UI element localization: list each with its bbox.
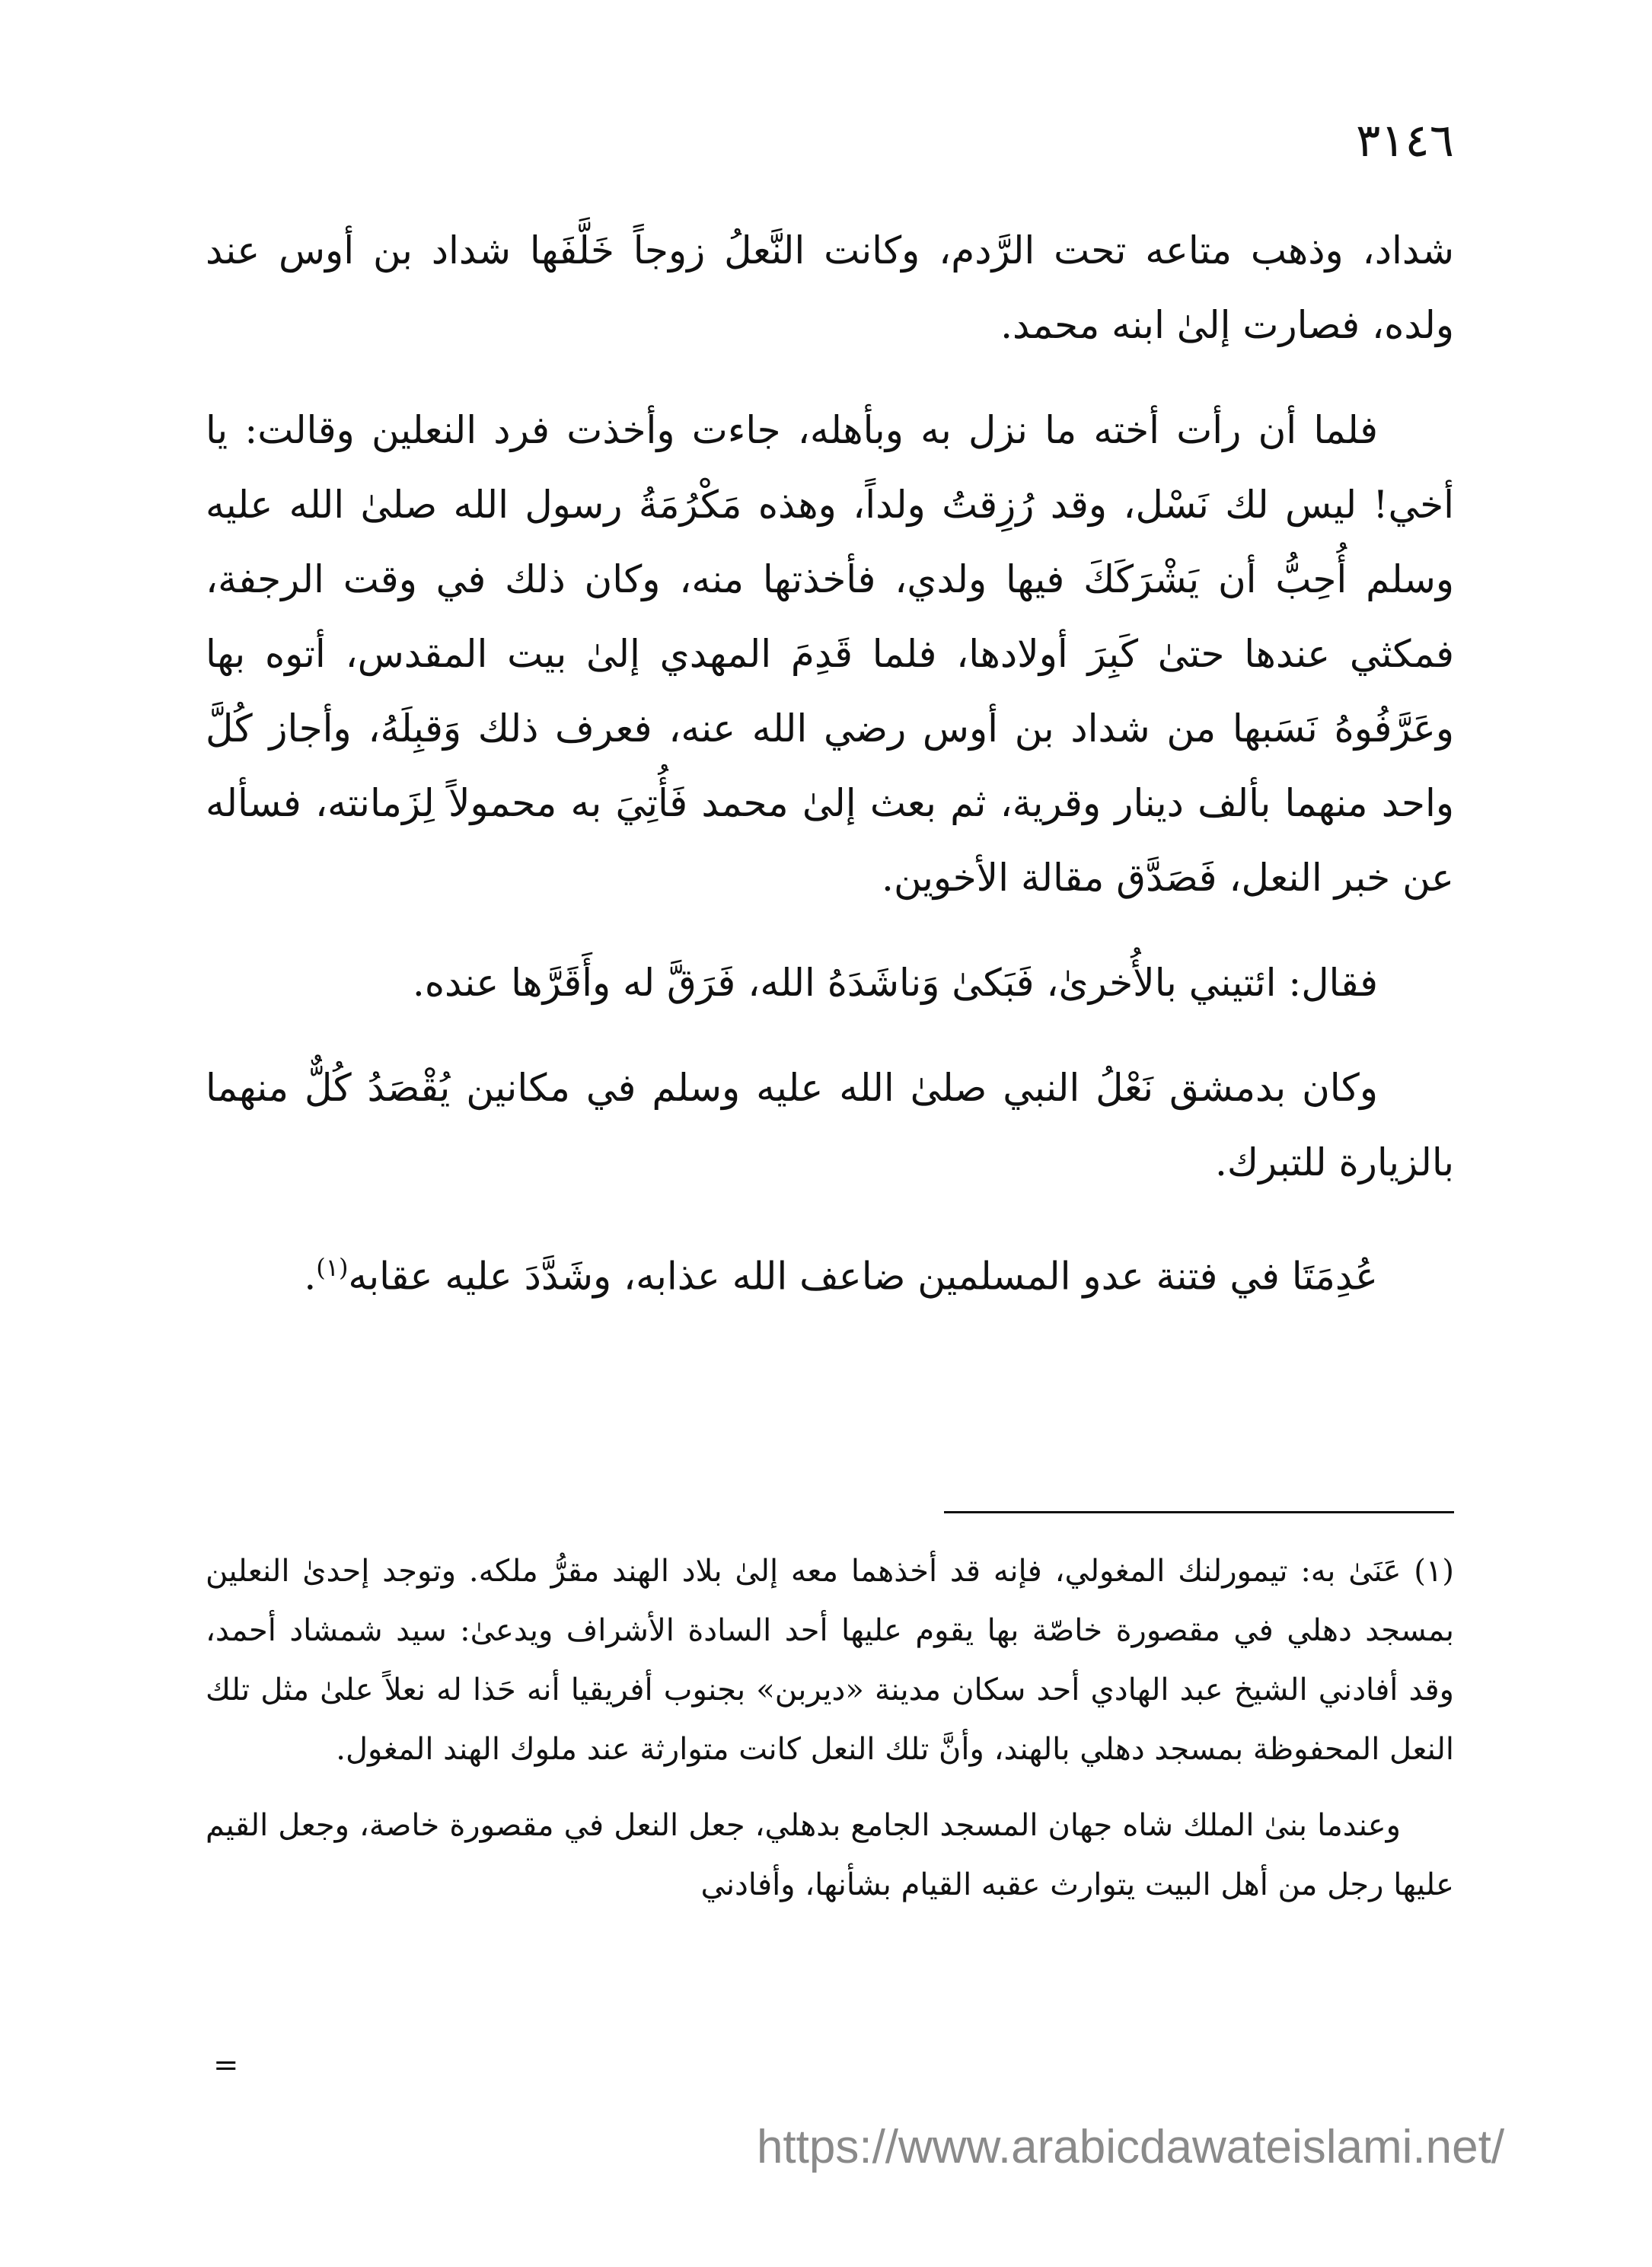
final-period: . [304,1254,317,1299]
main-paragraph: فقال: ائتيني بالأُخرىٰ، فَبَكىٰ وَناشَدَهُ الله، فَرَقَّ له وأَقَرَّها عنده. [412,961,1378,1005]
footnote-divider [944,1511,1454,1513]
page-number: ٣١٤٦ [1356,114,1454,167]
footnotes [206,1542,1454,1931]
main-paragraph-last [206,1230,1454,1314]
continuation-mark: = [213,2048,239,2083]
footnote-paragraph: (١) عَنَىٰ به: تيمورلنك المغولي، فإنه قد أخذهما معه إلىٰ بلاد الهند مقرُّ ملكه. وتوجد إحدىٰ النعلين بمسجد دهلي في مقصورة خاصّة بها يقوم عليها أحد السادة الأشراف ويدعىٰ: سيد شمشاد أحمد، وقد أفادني الشيخ عبد الهادي أحد سكان مدينة «ديربن» بجنوب أفريقيا أنه حَذا له نعلاً علىٰ مثل تلك النعل المحفوظة بمسجد دهلي بالهند، وأنَّ تلك النعل كانت متوارثة عند ملوك الهند المغول. [206,1554,1454,1767]
main-paragraph-text: عُدِمَتَا في فتنة عدو المسلمين ضاعف الله عذابه، وشَدَّدَ عليه عقابه [348,1254,1378,1299]
watermark-url: https://www.arabicdawateislami.net/ [756,2121,1505,2173]
footnote-paragraph: وعندما بنىٰ الملك شاه جهان المسجد الجامع بدهلي، جعل النعل في مقصورة خاصة، وجعل القيم عليها رجل من أهل البيت يتوارث عقبه القيام بشأنها، وأفادني [206,1808,1454,1902]
main-paragraph: فلما أن رأت أخته ما نزل به وبأهله، جاءت وأخذت فرد النعلين وقالت: يا أخي! ليس لك نَسْل، وقد رُزِقتُ ولداً، وهذه مَكْرُمَةُ رسول الله صلىٰ الله عليه وسلم أُحِبُّ أن يَشْرَكَكَ فيها ولدي، فأخذتها منه، وكان ذلك في وقت الرجفة، فمكثي عندها حتىٰ كَبِرَ أولادها، فلما قَدِمَ المهدي إلىٰ بيت المقدس، أتوه بها وعَرَّفُوهُ نَسَبها من شداد بن أوس رضي الله عنه، فعرف ذلك وَقبِلَهُ، وأجاز كُلَّ واحد منهما بألف دينار وقرية، ثم بعث إلىٰ محمد فَأُتِيَ به محمولاً لِزَمانته، فسأله عن خبر النعل، فَصَدَّق مقالة الأخوين. [206,408,1454,900]
main-paragraph: وكان بدمشق نَعْلُ النبي صلىٰ الله عليه وسلم في مكانين يُقْصَدُ كُلٌّ منهما بالزيارة للتبرك. [206,1066,1454,1185]
footnote-reference: (١) [316,1253,349,1282]
main-text [206,213,1454,1344]
main-paragraph: شداد، وذهب متاعه تحت الرَّدم، وكانت النَّعلُ زوجاً خَلَّفَها شداد بن أوس عند ولده، فصارت إلىٰ ابنه محمد. [206,228,1454,347]
